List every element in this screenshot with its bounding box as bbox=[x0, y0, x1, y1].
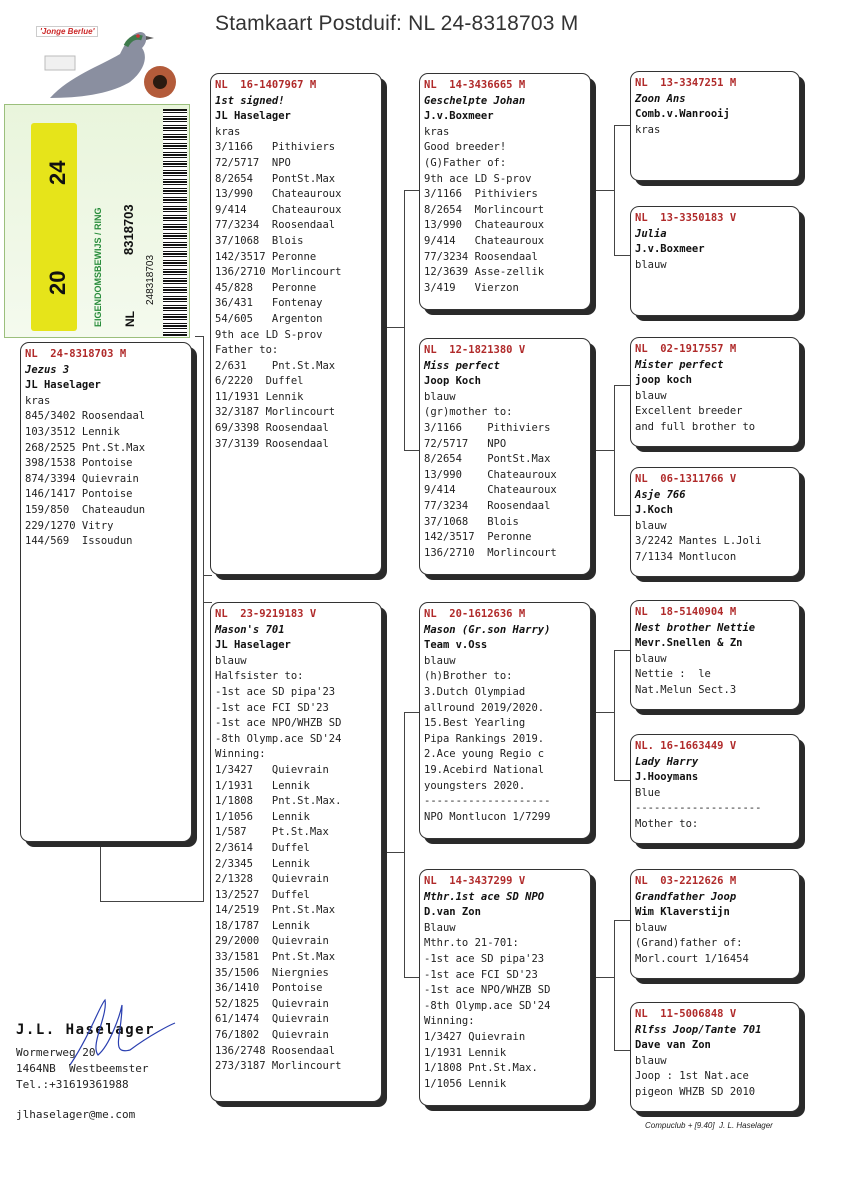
info-line: 36/1410 Pontoise bbox=[215, 982, 323, 995]
pigeon-name: Rlfss Joop/Tante 701 bbox=[635, 1023, 762, 1036]
info-line: 144/569 Issoudun bbox=[25, 535, 133, 548]
card-mother-father bbox=[419, 602, 591, 839]
owner-name: Mevr.Snellen & Zn bbox=[635, 637, 743, 650]
pigeon-name: Nest brother Nettie bbox=[635, 621, 756, 634]
info-line: 2.Ace young Regio c bbox=[424, 748, 545, 761]
info-line: Joop : 1st Nat.ace bbox=[635, 1070, 749, 1083]
info-line: 1/3427 Quievrain bbox=[215, 763, 329, 776]
info-line: 142/3517 Peronne bbox=[424, 531, 532, 544]
ring-number: NL 12-1821380 V bbox=[424, 344, 526, 356]
owner-name: JL Haselager bbox=[215, 639, 291, 652]
pigeon-name: Julia bbox=[635, 227, 667, 240]
pigeon-name: 1st signed! bbox=[215, 94, 285, 107]
info-line: 32/3187 Morlincourt bbox=[215, 406, 336, 419]
card-mother-mother bbox=[419, 869, 591, 1106]
owner-name: J.Hooymans bbox=[635, 771, 699, 784]
info-line: -1st ace SD pipa'23 bbox=[215, 685, 336, 698]
info-line: (Grand)father of: bbox=[635, 937, 743, 950]
info-line: Nettie : le bbox=[635, 668, 711, 681]
info-line: Blue bbox=[635, 786, 661, 799]
info-line: 69/3398 Roosendaal bbox=[215, 422, 329, 435]
owner-email[interactable]: jlhaselager@me.com bbox=[16, 1108, 136, 1121]
info-line: Winning: bbox=[215, 748, 266, 761]
owner-name: JL Haselager bbox=[215, 110, 291, 123]
owner-name: D.van Zon bbox=[424, 906, 481, 919]
info-line: 7/1134 Montlucon bbox=[635, 550, 737, 563]
info-line: 76/1802 Quievrain bbox=[215, 1029, 329, 1042]
logo-label: 'Jonge Berlue' bbox=[36, 26, 98, 37]
info-line: 3/419 Vierzon bbox=[424, 281, 519, 294]
card-ff-father bbox=[630, 71, 800, 181]
connector bbox=[386, 327, 404, 328]
connector bbox=[614, 1050, 630, 1051]
connector bbox=[614, 385, 615, 515]
info-line: -------------------- bbox=[635, 802, 762, 815]
ring-vertical-caption: EIGENDOMSBEWIJS / RING bbox=[93, 207, 103, 327]
info-line: 37/3139 Roosendaal bbox=[215, 437, 329, 450]
card-father-mother bbox=[419, 338, 591, 575]
info-line: -1st ace FCI SD'23 bbox=[424, 968, 538, 981]
info-line: 61/1474 Quievrain bbox=[215, 1013, 329, 1026]
owner-name: J.v.Boxmeer bbox=[635, 243, 705, 256]
info-line: and full brother to bbox=[635, 420, 756, 433]
info-line: kras bbox=[215, 125, 241, 138]
owner-name: Team v.Oss bbox=[424, 639, 488, 652]
info-line: 33/1581 Pnt.St.Max bbox=[215, 951, 336, 964]
connector bbox=[614, 920, 615, 1050]
ring-band bbox=[31, 123, 77, 331]
info-line: Excellent breeder bbox=[635, 405, 743, 418]
info-line: kras bbox=[424, 125, 450, 138]
info-line: 3/1166 Pithiviers bbox=[215, 141, 336, 154]
owner-name: J.Koch bbox=[635, 504, 673, 517]
ring-number: NL 02-1917557 M bbox=[635, 343, 737, 355]
info-line: 136/2710 Morlincourt bbox=[215, 266, 342, 279]
info-line: 3/1166 Pithiviers bbox=[424, 188, 538, 201]
info-line: 2/3614 Duffel bbox=[215, 841, 310, 854]
info-line: -1st ace SD pipa'23 bbox=[424, 952, 545, 965]
info-line: 14/2519 Pnt.St.Max bbox=[215, 904, 336, 917]
info-line: 1/1808 Pnt.St.Max. bbox=[424, 1062, 538, 1075]
info-line: Mthr.to 21-701: bbox=[424, 937, 519, 950]
info-line: 29/2000 Quievrain bbox=[215, 935, 329, 948]
info-line: 12/3639 Asse-zellik bbox=[424, 266, 545, 279]
ring-number: NL 16-1407967 M bbox=[215, 79, 317, 91]
pigeon-name: Asje 766 bbox=[635, 488, 686, 501]
info-line: kras bbox=[25, 394, 51, 407]
connector bbox=[404, 450, 420, 451]
info-line: 146/1417 Pontoise bbox=[25, 488, 133, 501]
connector bbox=[614, 125, 630, 126]
info-line: -8th Olymp.ace SD'24 bbox=[215, 732, 342, 745]
connector bbox=[195, 336, 204, 337]
connector bbox=[614, 385, 630, 386]
ring-number: NL 20-1612636 M bbox=[424, 608, 526, 620]
info-line: youngsters 2020. bbox=[424, 779, 526, 792]
card-mm-father bbox=[630, 869, 800, 979]
ring-number: NL 14-3437299 V bbox=[424, 875, 526, 887]
pigeon-name: Mason (Gr.son Harry) bbox=[424, 623, 551, 636]
info-line: blauw bbox=[635, 258, 667, 271]
software-credit: Compuclub + [9.40] J. L. Haselager bbox=[645, 1121, 773, 1130]
ring-number: NL 14-3436665 M bbox=[424, 79, 526, 91]
barcode bbox=[163, 109, 187, 337]
owner-name: Joop Koch bbox=[424, 375, 481, 388]
pigeon-name: Mason's 701 bbox=[215, 623, 285, 636]
info-line: 77/3234 Roosendaal bbox=[424, 499, 551, 512]
info-line: blauw bbox=[635, 1054, 667, 1067]
info-line: 8/2654 PontSt.Max bbox=[215, 172, 336, 185]
card-mm-mother bbox=[630, 1002, 800, 1112]
info-line: 268/2525 Pnt.St.Max bbox=[25, 441, 146, 454]
ring-number: NL 03-2212626 M bbox=[635, 875, 737, 887]
info-line: 35/1506 Niergnies bbox=[215, 966, 329, 979]
info-line: 11/1931 Lennik bbox=[215, 390, 304, 403]
info-line: (h)Brother to: bbox=[424, 670, 513, 683]
pigeon-name: Jezus 3 bbox=[25, 363, 70, 376]
info-line: 1/1056 Lennik bbox=[424, 1077, 507, 1090]
info-line: 77/3234 Roosendaal bbox=[215, 219, 336, 232]
info-line: 103/3512 Lennik bbox=[25, 425, 120, 438]
info-line: Blauw bbox=[424, 921, 456, 934]
owner-phone: Tel.:+31619361988 bbox=[16, 1078, 129, 1091]
info-line: 9/414 Chateauroux bbox=[424, 484, 557, 497]
info-line: 1/1808 Pnt.St.Max. bbox=[215, 795, 342, 808]
connector bbox=[614, 920, 630, 921]
info-line: 52/1825 Quievrain bbox=[215, 997, 329, 1010]
info-line: 874/3394 Quievrain bbox=[25, 472, 139, 485]
ownership-ring-card bbox=[4, 104, 190, 338]
barcode-number: 248318703 bbox=[145, 254, 156, 305]
card-fm-mother bbox=[630, 467, 800, 577]
info-line: pigeon WHZB SD 2010 bbox=[635, 1085, 756, 1098]
info-line: 13/990 Chateauroux bbox=[424, 468, 557, 481]
info-line: 9/414 Chateauroux bbox=[424, 234, 545, 247]
ring-number: 8318703 bbox=[121, 204, 136, 255]
connector bbox=[404, 190, 420, 191]
info-line: blauw bbox=[424, 654, 456, 667]
ring-number: NL 06-1311766 V bbox=[635, 473, 737, 485]
owner-city: 1464NB Westbeemster bbox=[16, 1062, 149, 1075]
info-line: 2/1328 Quievrain bbox=[215, 873, 329, 886]
info-line: Father to: bbox=[215, 344, 279, 357]
card-fm-father bbox=[630, 337, 800, 447]
card-mf-father bbox=[630, 600, 800, 710]
page-title: Stamkaart Postduif: NL 24-8318703 M bbox=[215, 12, 579, 35]
info-line: 1/3427 Quievrain bbox=[424, 1030, 526, 1043]
connector bbox=[404, 190, 405, 450]
info-line: 9th ace LD S-prov bbox=[424, 172, 532, 185]
info-line: Winning: bbox=[424, 1015, 475, 1028]
info-line: 19.Acebird National bbox=[424, 763, 545, 776]
info-line: Morl.court 1/16454 bbox=[635, 952, 749, 965]
connector bbox=[203, 336, 204, 902]
owner-street: Wormerweg 20 bbox=[16, 1046, 96, 1059]
info-line: 3/1166 Pithiviers bbox=[424, 421, 551, 434]
connector bbox=[386, 852, 404, 853]
connector bbox=[404, 977, 420, 978]
info-line: 3.Dutch Olympiad bbox=[424, 685, 526, 698]
info-line: 9th ace LD S-prov bbox=[215, 328, 323, 341]
info-line: 136/2748 Roosendaal bbox=[215, 1044, 336, 1057]
connector bbox=[596, 190, 614, 191]
pigeon-name: Miss perfect bbox=[424, 359, 500, 372]
info-line: 142/3517 Peronne bbox=[215, 250, 317, 263]
info-line: 45/828 Peronne bbox=[215, 281, 317, 294]
ring-year-right: 24 bbox=[45, 160, 70, 185]
connector bbox=[596, 450, 614, 451]
info-line: Nat.Melun Sect.3 bbox=[635, 683, 737, 696]
pigeon-name: Lady Harry bbox=[635, 755, 699, 768]
info-line: Pipa Rankings 2019. bbox=[424, 732, 545, 745]
owner-name: JL Haselager bbox=[25, 379, 101, 392]
info-line: -8th Olymp.ace SD'24 bbox=[424, 999, 551, 1012]
info-line: kras bbox=[635, 123, 661, 136]
ring-year-left: 20 bbox=[45, 270, 70, 295]
info-line: 37/1068 Blois bbox=[424, 515, 519, 528]
info-line: blauw bbox=[635, 652, 667, 665]
info-line: 845/3402 Roosendaal bbox=[25, 410, 146, 423]
connector bbox=[596, 977, 614, 978]
pigeon-name: Mister perfect bbox=[635, 358, 724, 371]
info-line: 13/990 Chateauroux bbox=[215, 188, 342, 201]
owner-name: J.v.Boxmeer bbox=[424, 110, 494, 123]
info-line: Good breeder! bbox=[424, 141, 507, 154]
info-line: blauw bbox=[215, 654, 247, 667]
info-line: 37/1068 Blois bbox=[215, 234, 304, 247]
connector bbox=[100, 842, 101, 902]
info-line: 1/587 Pt.St.Max bbox=[215, 826, 329, 839]
card-father bbox=[210, 73, 382, 575]
connector bbox=[614, 650, 630, 651]
pigeon-name: Grandfather Joop bbox=[635, 890, 737, 903]
ring-number: NL 11-5006848 V bbox=[635, 1008, 737, 1020]
info-line: 2/3345 Lennik bbox=[215, 857, 310, 870]
info-line: 1/1931 Lennik bbox=[215, 779, 310, 792]
connector bbox=[614, 515, 630, 516]
info-line: 6/2220 Duffel bbox=[215, 375, 304, 388]
info-line: allround 2019/2020. bbox=[424, 701, 545, 714]
info-line: 229/1270 Vitry bbox=[25, 519, 114, 532]
ring-number: NL 18-5140904 M bbox=[635, 606, 737, 618]
info-line: 3/2242 Mantes L.Joli bbox=[635, 535, 762, 548]
info-line: 159/850 Chateaudun bbox=[25, 503, 146, 516]
info-line: 2/631 Pnt.St.Max bbox=[215, 359, 336, 372]
info-line: 9/414 Chateauroux bbox=[215, 203, 342, 216]
info-line: 77/3234 Roosendaal bbox=[424, 250, 538, 263]
info-line: blauw bbox=[424, 390, 456, 403]
info-line: 273/3187 Morlincourt bbox=[215, 1060, 342, 1073]
info-line: 72/5717 NPO bbox=[424, 437, 507, 450]
info-line: 13/2527 Duffel bbox=[215, 888, 310, 901]
card-ff-mother bbox=[630, 206, 800, 316]
pigeon-logo bbox=[30, 26, 180, 104]
info-line: blauw bbox=[635, 519, 667, 532]
info-line: -1st ace FCI SD'23 bbox=[215, 701, 329, 714]
connector bbox=[596, 712, 614, 713]
info-line: (gr)mother to: bbox=[424, 406, 513, 419]
connector bbox=[203, 602, 212, 603]
connector bbox=[203, 575, 212, 576]
connector bbox=[614, 255, 630, 256]
info-line: -1st ace NPO/WHZB SD bbox=[215, 717, 342, 730]
info-line: -1st ace NPO/WHZB SD bbox=[424, 984, 551, 997]
ring-number: NL. 16-1663449 V bbox=[635, 740, 737, 752]
info-line: blauw bbox=[635, 389, 667, 402]
connector bbox=[614, 125, 615, 255]
card-subject bbox=[20, 342, 192, 842]
info-line: Mother to: bbox=[635, 817, 699, 830]
info-line: Halfsister to: bbox=[215, 670, 304, 683]
pigeon-icon bbox=[30, 26, 180, 104]
owner-name: J.L. Haselager bbox=[16, 1022, 156, 1038]
ring-number: NL 13-3347251 M bbox=[635, 77, 737, 89]
connector bbox=[614, 650, 615, 780]
info-line: 13/990 Chateauroux bbox=[424, 219, 545, 232]
connector bbox=[614, 780, 630, 781]
card-mf-mother bbox=[630, 734, 800, 844]
info-line: 54/605 Argenton bbox=[215, 312, 323, 325]
info-line: (G)Father of: bbox=[424, 156, 507, 169]
info-line: 18/1787 Lennik bbox=[215, 919, 310, 932]
ring-number: NL 13-3350183 V bbox=[635, 212, 737, 224]
ring-number: NL 24-8318703 M bbox=[25, 348, 127, 360]
card-father-father bbox=[419, 73, 591, 310]
info-line: -------------------- bbox=[424, 795, 551, 808]
info-line: 8/2654 PontSt.Max bbox=[424, 453, 551, 466]
pigeon-name: Zoon Ans bbox=[635, 92, 686, 105]
info-line: 1/1056 Lennik bbox=[215, 810, 310, 823]
info-line: blauw bbox=[635, 921, 667, 934]
owner-name: Wim Klaverstijn bbox=[635, 906, 730, 919]
connector bbox=[404, 712, 405, 977]
info-line: 1/1931 Lennik bbox=[424, 1046, 507, 1059]
owner-name: Comb.v.Wanrooij bbox=[635, 108, 730, 121]
connector bbox=[100, 901, 203, 902]
info-line: 15.Best Yearling bbox=[424, 717, 526, 730]
ring-number: NL 23-9219183 V bbox=[215, 608, 317, 620]
info-line: 72/5717 NPO bbox=[215, 156, 291, 169]
info-line: 398/1538 Pontoise bbox=[25, 457, 133, 470]
info-line: 136/2710 Morlincourt bbox=[424, 546, 557, 559]
owner-name: joop koch bbox=[635, 374, 692, 387]
info-line: NPO Montlucon 1/7299 bbox=[424, 810, 551, 823]
ring-country: NL bbox=[123, 311, 137, 327]
connector bbox=[404, 712, 420, 713]
info-line: 36/431 Fontenay bbox=[215, 297, 323, 310]
owner-name: Dave van Zon bbox=[635, 1039, 711, 1052]
info-line: 8/2654 Morlincourt bbox=[424, 203, 545, 216]
pigeon-name: Geschelpte Johan bbox=[424, 94, 526, 107]
card-mother bbox=[210, 602, 382, 1102]
pigeon-name: Mthr.1st ace SD NPO bbox=[424, 890, 545, 903]
